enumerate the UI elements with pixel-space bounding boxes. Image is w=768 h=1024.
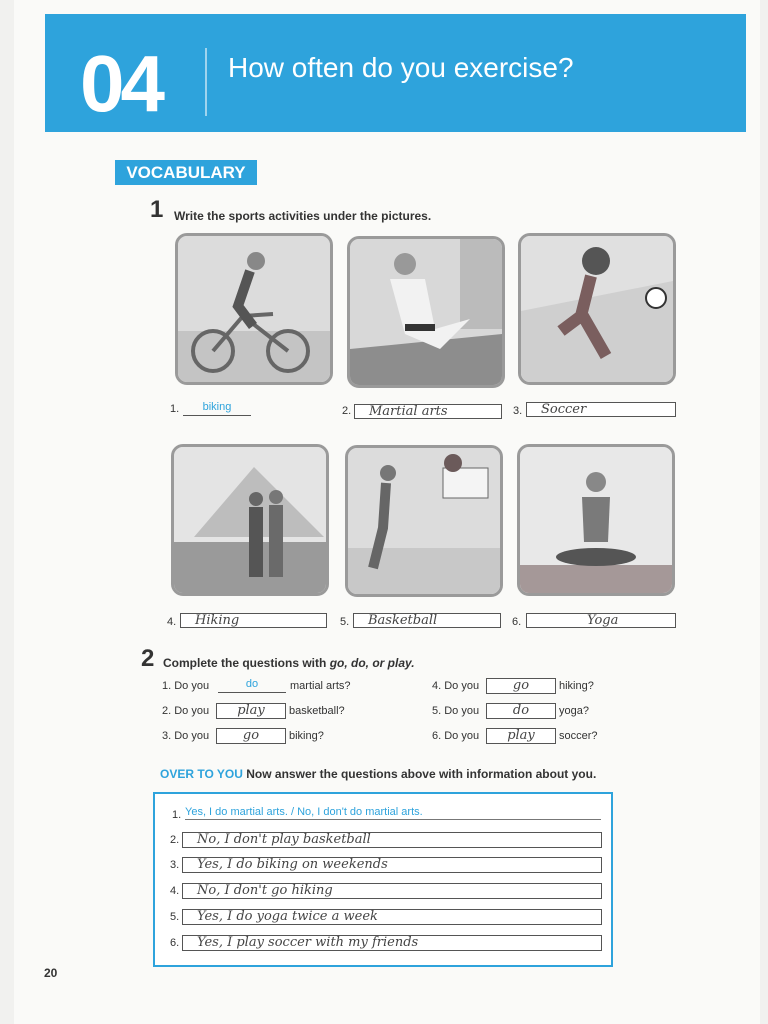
answer-biking: biking: [183, 400, 251, 416]
question-5-answer[interactable]: do: [486, 703, 556, 719]
exercise-2-number: 2: [141, 645, 155, 672]
exercise-2-instruction: Complete the questions with go, do, or play.: [163, 656, 415, 670]
answer-soccer[interactable]: Soccer: [526, 402, 676, 417]
question-5-label: 5. Do you: [432, 705, 480, 717]
answer-yoga[interactable]: Yoga: [526, 613, 676, 628]
over-answer-3[interactable]: Yes, I do biking on weekends: [182, 857, 602, 873]
over-answer-5[interactable]: Yes, I do yoga twice a week: [182, 909, 602, 925]
over-answer-4[interactable]: No, I don't go hiking: [182, 883, 602, 899]
answer-number: 2.: [342, 405, 352, 417]
question-1-answer: do: [218, 677, 286, 693]
answer-number: 1.: [170, 403, 180, 415]
answer-basketball[interactable]: Basketball: [353, 613, 501, 628]
basketball-illustration: [345, 445, 503, 597]
question-1-rest: martial arts?: [290, 680, 351, 692]
answer-number: 3.: [513, 405, 523, 417]
over-answer-6-number: 6.: [170, 937, 180, 949]
question-1-label: 1. Do you: [162, 680, 210, 692]
question-3-answer[interactable]: go: [216, 728, 286, 744]
answer-martial-arts[interactable]: Martial arts: [354, 404, 502, 419]
question-4-rest: hiking?: [559, 680, 594, 692]
question-2-rest: basketball?: [289, 705, 345, 717]
unit-title: How often do you exercise?: [228, 52, 574, 83]
question-4-label: 4. Do you: [432, 680, 480, 692]
hikers-illustration: [171, 444, 329, 596]
question-6-answer[interactable]: play: [486, 728, 556, 744]
question-6-rest: soccer?: [559, 730, 598, 742]
section-label: VOCABULARY: [115, 160, 257, 185]
soccer-illustration: [518, 233, 676, 385]
over-answer-1-number: 1.: [172, 809, 182, 821]
question-5-rest: yoga?: [559, 705, 589, 717]
over-answer-6[interactable]: Yes, I play soccer with my friends: [182, 935, 602, 951]
question-4-answer[interactable]: go: [486, 678, 556, 694]
question-3-rest: biking?: [289, 730, 324, 742]
question-2-answer[interactable]: play: [216, 703, 286, 719]
over-answer-3-number: 3.: [170, 859, 180, 871]
over-to-you-heading: OVER TO YOU Now answer the questions above with information about you.: [160, 767, 597, 781]
unit-number: 04: [80, 39, 161, 128]
question-6-label: 6. Do you: [432, 730, 480, 742]
question-3-label: 3. Do you: [162, 730, 210, 742]
over-answer-5-number: 5.: [170, 911, 180, 923]
banner-divider: [205, 48, 207, 116]
answer-number: 4.: [167, 616, 177, 628]
exercise-1-number: 1: [150, 196, 164, 223]
martial-arts-illustration: [347, 236, 505, 388]
answer-hiking[interactable]: Hiking: [180, 613, 327, 628]
answer-number: 6.: [512, 616, 522, 628]
yoga-illustration: [517, 444, 675, 596]
over-answer-2[interactable]: No, I don't play basketball: [182, 832, 602, 848]
exercise-1-instruction: Write the sports activities under the pictures.: [174, 209, 432, 223]
page-number: 20: [44, 966, 58, 980]
over-answer-4-number: 4.: [170, 885, 180, 897]
over-answer-1-example: Yes, I do martial arts. / No, I don't do martial arts.: [185, 806, 601, 820]
question-2-label: 2. Do you: [162, 705, 210, 717]
answer-number: 5.: [340, 616, 350, 628]
cyclist-illustration: [175, 233, 333, 385]
over-answer-2-number: 2.: [170, 834, 180, 846]
